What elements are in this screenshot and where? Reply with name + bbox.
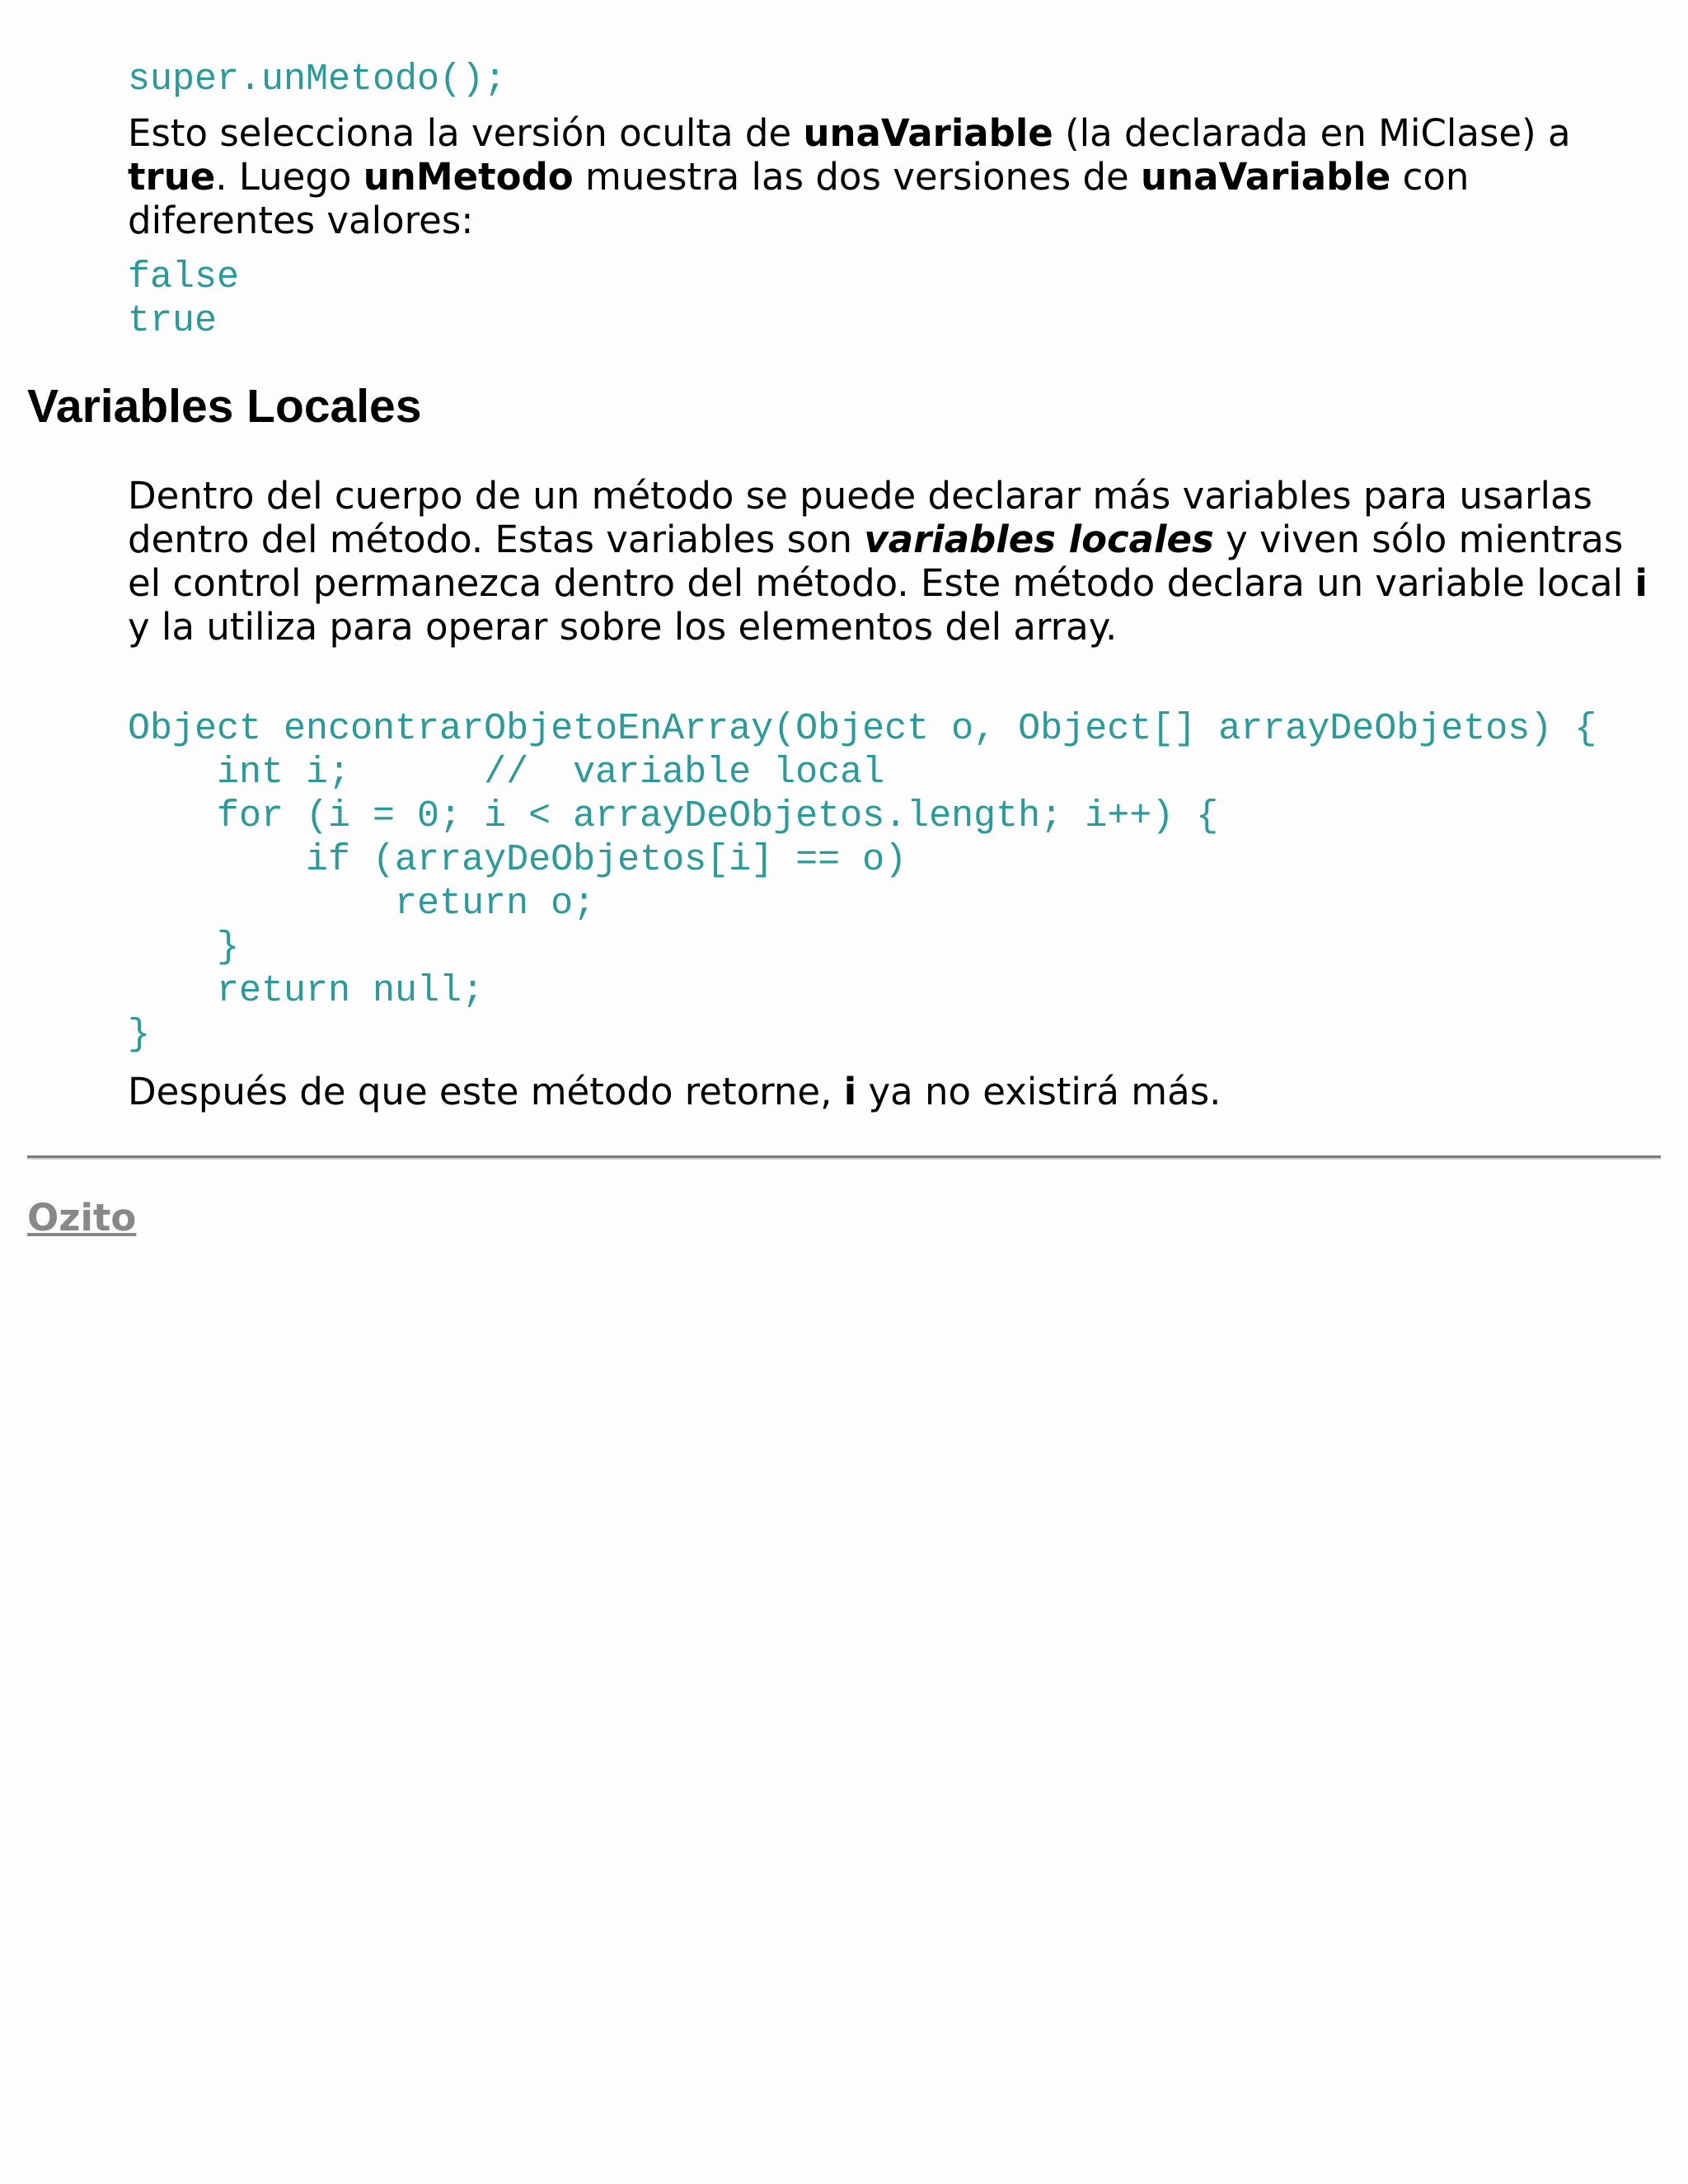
paragraph-local-variables xyxy=(128,474,1661,649)
code-line: return o; xyxy=(128,883,596,925)
text-span: ya no existirá más. xyxy=(856,1070,1221,1113)
bold-term: unMetodo xyxy=(363,155,574,199)
text-span: Después de que este método retorne, xyxy=(128,1070,844,1113)
code-block xyxy=(128,707,1677,1057)
text-span: . Luego xyxy=(215,155,363,199)
code-line: Object encontrarObjetoEnArray(Object o, Object[] arrayDeObjetos) { xyxy=(128,708,1597,750)
section-heading: Variables Locales xyxy=(27,380,422,433)
bold-term: i xyxy=(843,1070,857,1113)
bold-term: unaVariable xyxy=(1141,155,1391,199)
bold-term: true xyxy=(128,155,216,199)
text-span: muestra las dos versiones de xyxy=(573,155,1141,199)
code-line: for (i = 0; i < arrayDeObjetos.length; i++) { xyxy=(128,795,1219,837)
text-span: con diferentes valores: xyxy=(128,155,1470,242)
text-span: y viven sólo mientras el control permanezca dentro del método. Este método declara un variable local xyxy=(128,518,1635,605)
code-super-call: super.unMetodo(); xyxy=(128,59,507,101)
paragraph-hidden-variable xyxy=(128,111,1661,242)
code-line: } xyxy=(128,1014,151,1056)
code-line: if (arrayDeObjetos[i] == o) xyxy=(128,839,907,881)
output-line: true xyxy=(128,300,218,342)
ozito-link[interactable]: Ozito xyxy=(27,1196,137,1240)
bold-italic-term: variables locales xyxy=(864,518,1214,561)
horizontal-rule xyxy=(27,1155,1661,1160)
code-line: } xyxy=(128,926,240,968)
text-span: Dentro del cuerpo de un método se puede declarar más variables para usarlas dentro del método. Estas variables son xyxy=(128,474,1592,561)
text-span: y la utiliza para operar sobre los elementos del array. xyxy=(128,605,1118,649)
text-span: Esto selecciona la versión oculta de xyxy=(128,111,804,155)
code-line: return null; xyxy=(128,970,485,1012)
text-span: (la declarada en MiClase) a xyxy=(1053,111,1571,155)
code-line: int i; // variable local xyxy=(128,752,885,794)
paragraph-after-return xyxy=(128,1070,1661,1113)
bold-term: unaVariable xyxy=(803,111,1053,155)
output-block xyxy=(128,255,1661,343)
output-line: false xyxy=(128,256,240,298)
bold-term: i xyxy=(1634,561,1648,605)
